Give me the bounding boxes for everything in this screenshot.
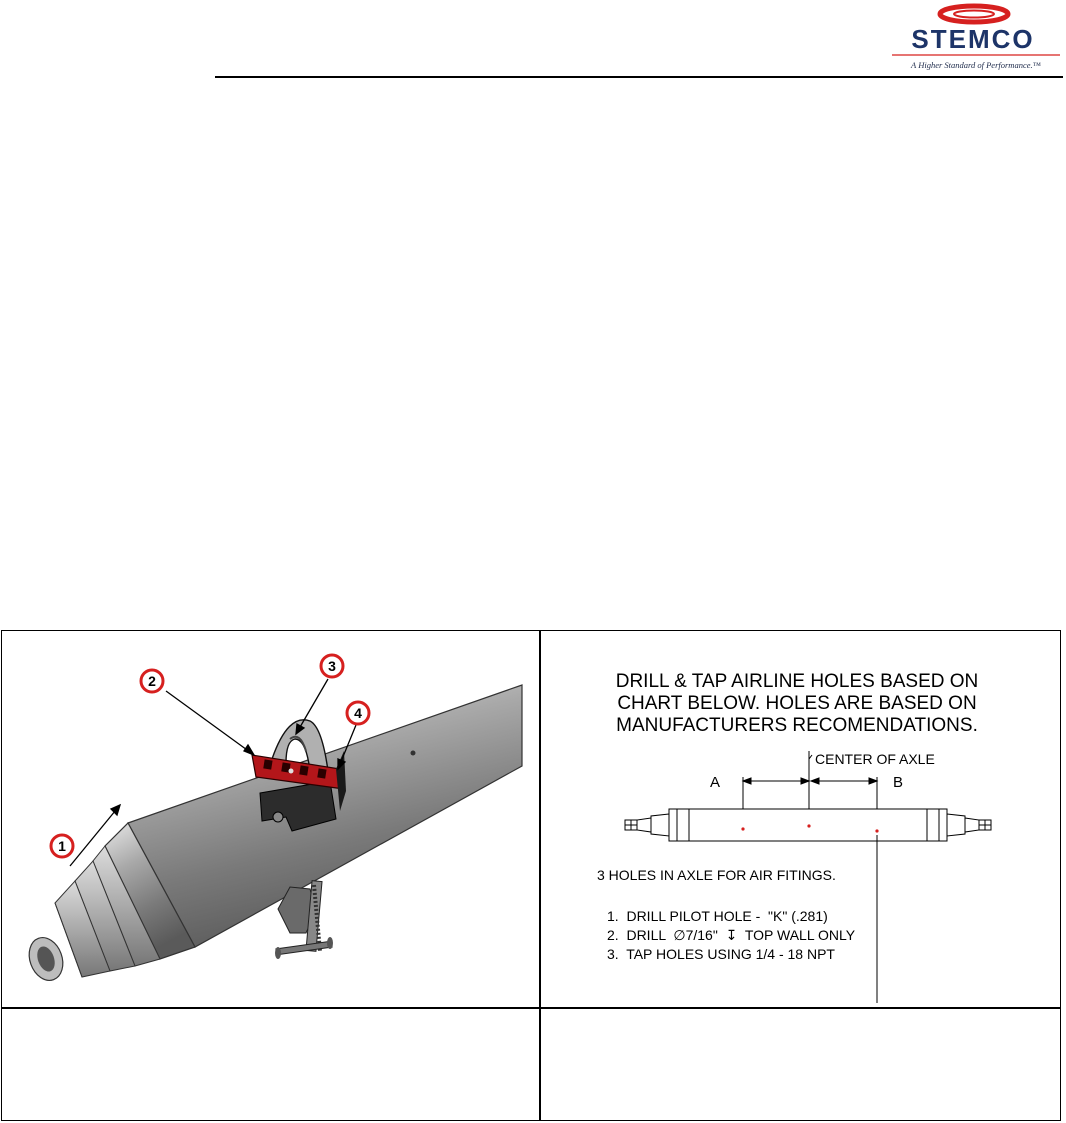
caption-cell-left (2, 1009, 538, 1119)
dimension-label-b: B (893, 774, 904, 791)
center-of-axle-label: CENTER OF AXLE (815, 751, 935, 767)
diagram-title-line-1: DRILL & TAP AIRLINE HOLES BASED ON (615, 671, 979, 692)
svg-text:3: 3 (328, 658, 336, 674)
holes-note: 3 HOLES IN AXLE FOR AIR FITINGS. (597, 867, 836, 883)
drill-fixture (252, 720, 346, 831)
header-rule (215, 76, 1063, 78)
diagram-title-line-3: MANUFACTURERS RECOMENDATIONS. (616, 715, 978, 736)
caption-cell-right (541, 1009, 1059, 1119)
axle-fixture-illustration (10, 641, 530, 1001)
svg-text:2: 2 (148, 673, 156, 689)
drill-tap-diagram (547, 639, 1057, 1003)
dimension-label-a: A (710, 774, 721, 791)
logo-swoosh-icon (940, 6, 1008, 22)
figure-table (1, 630, 1061, 1121)
diagram-title-line-2: CHART BELOW. HOLES ARE BASED ON (617, 693, 977, 714)
callout-2 (141, 670, 163, 692)
step-2: 2. DRILL ∅7/16" ↧ TOP WALL ONLY (607, 927, 856, 943)
step-3: 3. TAP HOLES USING 1/4 - 18 NPT (607, 946, 835, 962)
callout-3 (321, 655, 343, 677)
logo-tagline: A Higher Standard of Performance.™ (911, 60, 1041, 70)
callout-1 (51, 835, 73, 857)
svg-text:4: 4 (354, 705, 362, 721)
callout-4 (347, 702, 369, 724)
svg-text:1: 1 (58, 838, 66, 854)
logo-wordmark: STEMCO (911, 24, 1035, 54)
step-1: 1. DRILL PILOT HOLE - "K" (.281) (607, 908, 828, 924)
